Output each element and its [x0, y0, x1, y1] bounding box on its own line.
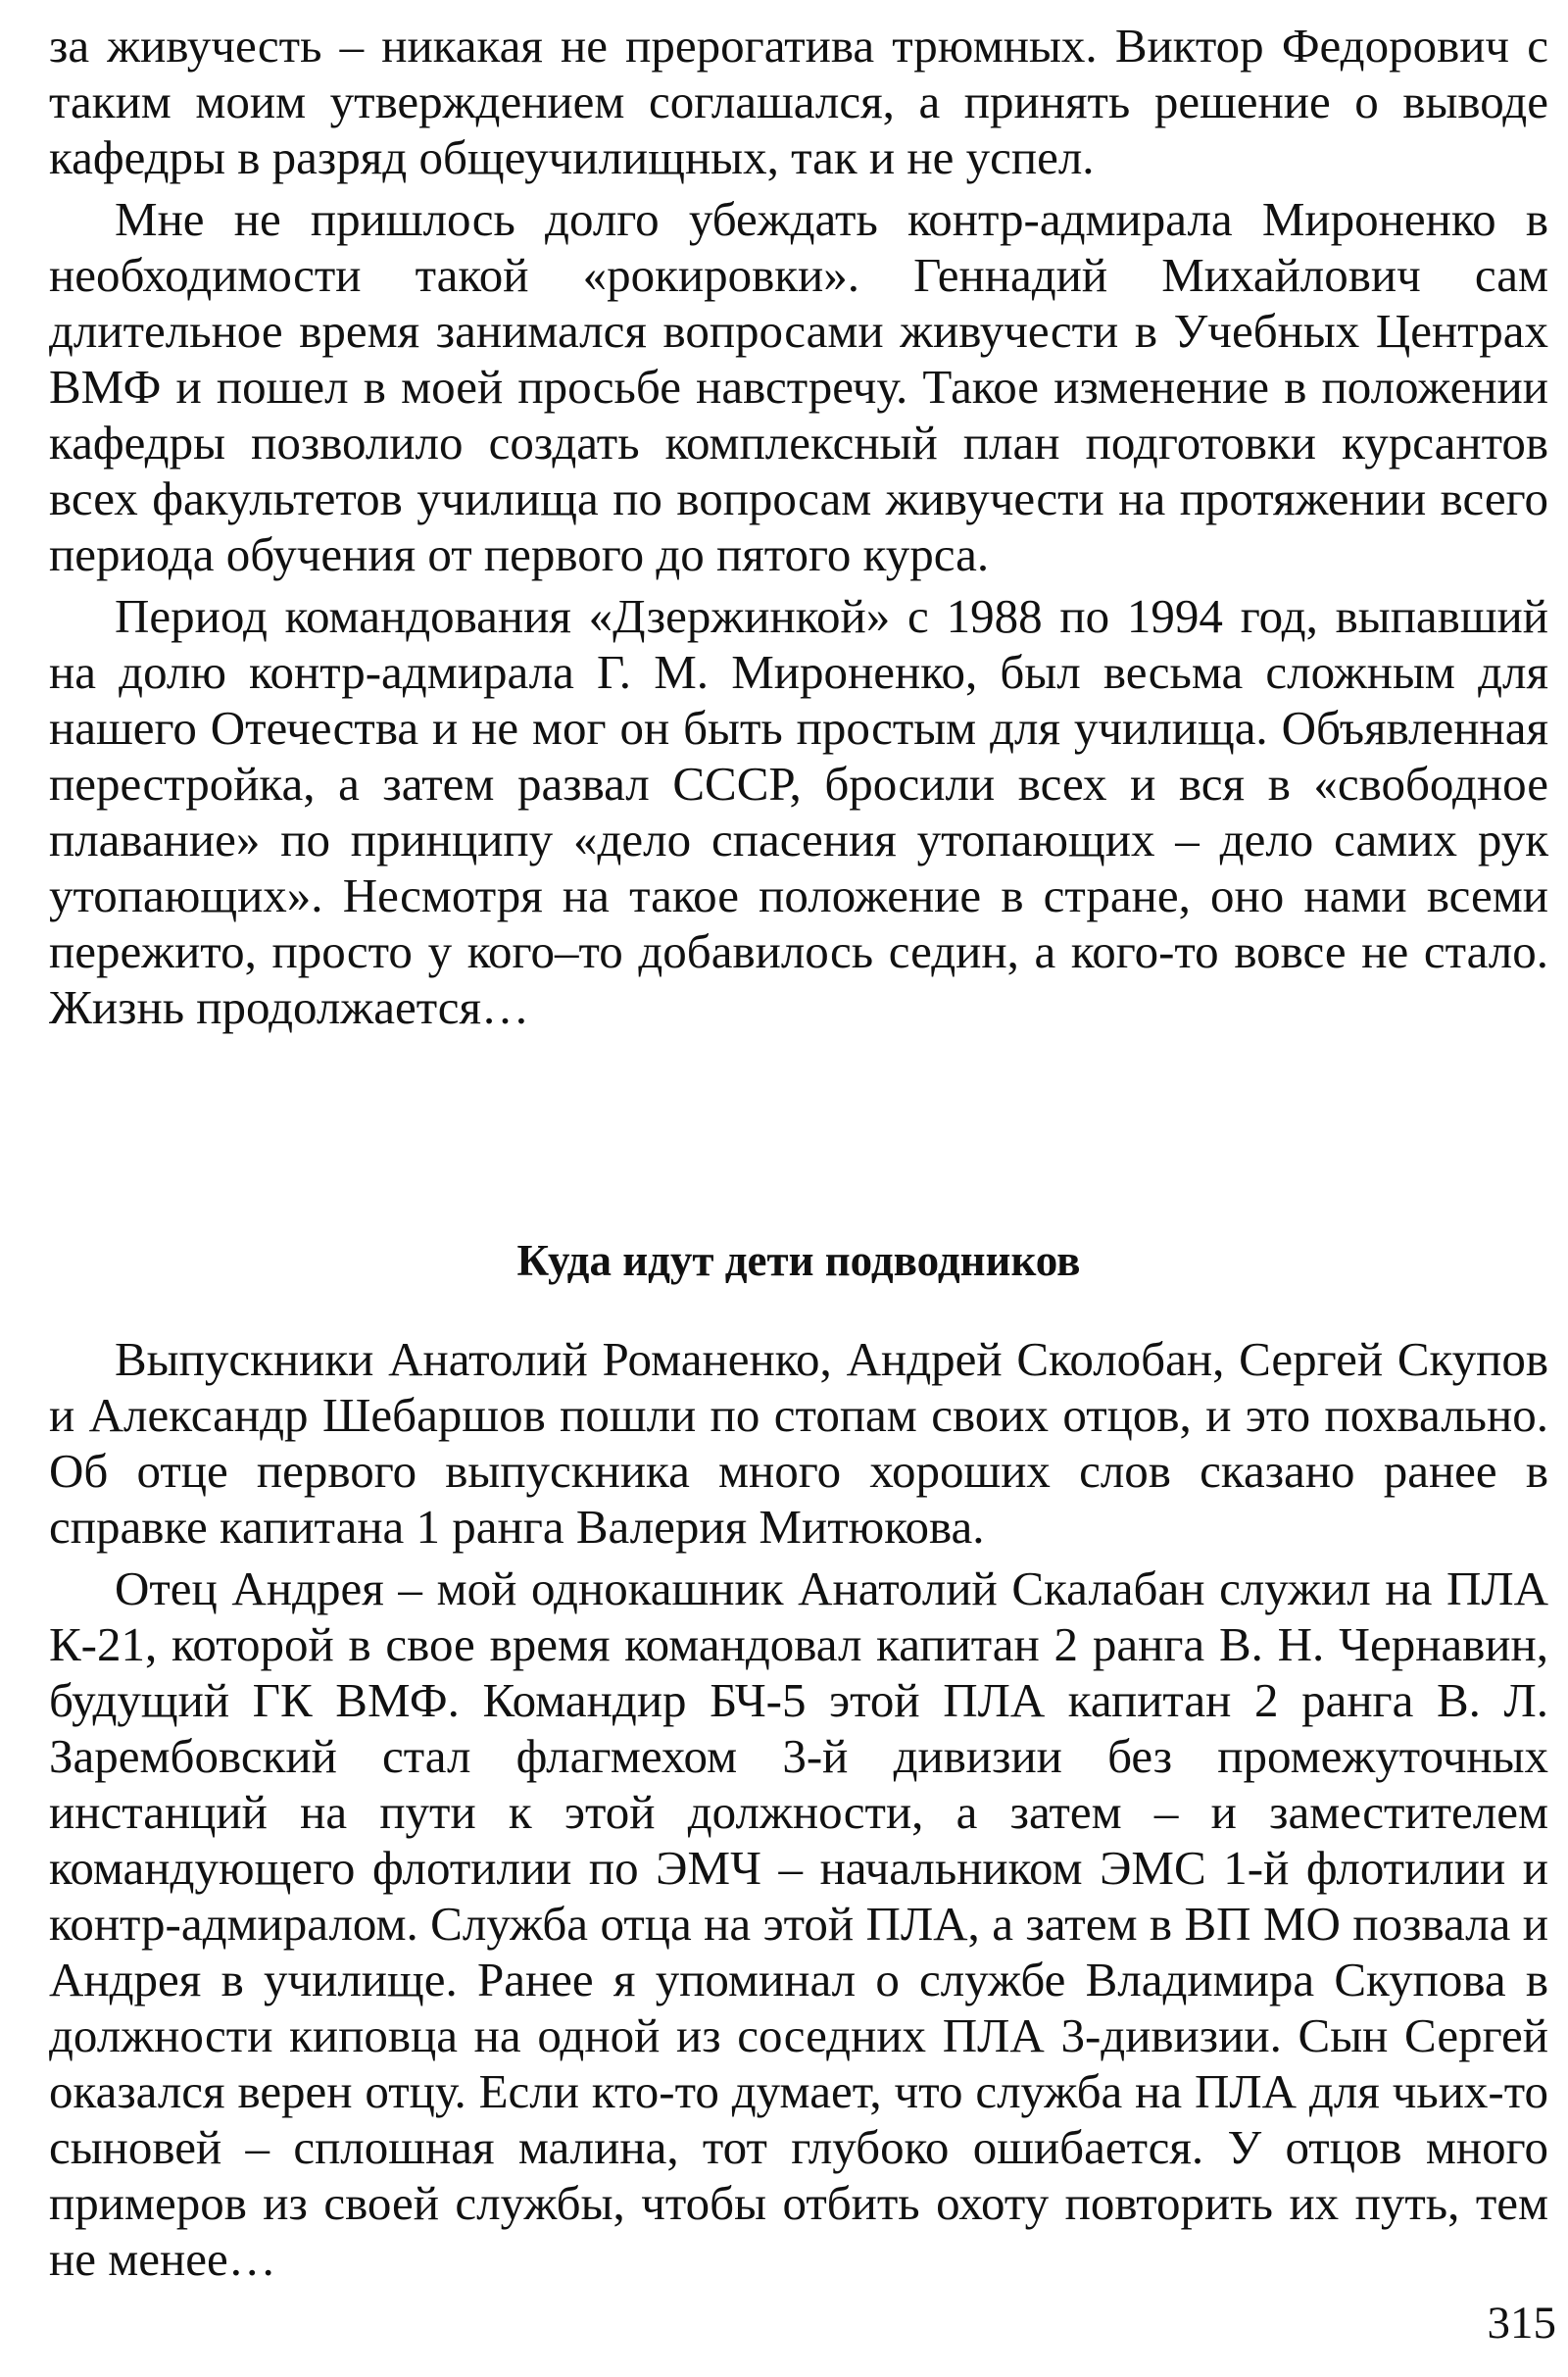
paragraph: Период командования «Дзержинкой» с 1988 по 1994 год, выпавший на долю контр-адмирала Г. М. Мироненко, был весьма сложным для нашего Отечества и не мог он быть простым для училища. Объявленная перестройка, а затем развал СССР, бросили всех и вся в «свободное плавание» по принципу «дело спасения утопающих – дело самих рук утопающих». Несмотря на такое положение в стране, оно нами всеми пережито, просто у кого–то добавилось седин, а кого-то вовсе не стало. Жизнь продолжается…: [49, 589, 1548, 1034]
section-heading: Куда идут дети подводников: [516, 1236, 1081, 1285]
page-number: 315: [1487, 2298, 1556, 2349]
paragraph: Мне не пришлось долго убеждать контр-адмирала Мироненко в необходимости такой «рокировки». Геннадий Михайлович сам длительное время занимался вопросами живучести в Учебных Центрах ВМФ и пошел в моей просьбе навстречу. Такое изменение в положении кафедры позволило создать комплексный план подготовки курсантов всех факультетов училища по вопросам живучести на протяжении всего периода обучения от первого до пятого курса.: [49, 192, 1548, 581]
text-section-1: [49, 18, 1548, 1035]
paragraph: Выпускники Анатолий Романенко, Андрей Сколобан, Сергей Скупов и Александр Шебаршов пошли по стопам своих отцов, и это похвально. Об отце первого выпускника много хороших слов сказано ранее в справке капитана 1 ранга Валерия Митюкова.: [49, 1332, 1548, 1554]
paragraph: Отец Андрея – мой однокашник Анатолий Скалабан служил на ПЛА К-21, которой в свое время командовал капитан 2 ранга В. Н. Чернавин, будущий ГК ВМФ. Командир БЧ-5 этой ПЛА капитан 2 ранга В. Л. Зарембовский стал флагмехом 3-й дивизии без промежуточных инстанций на пути к этой должности, а затем – и заместителем командующего флотилии по ЭМЧ – начальником ЭМС 1-й флотилии и контр-адмиралом. Служба отца на этой ПЛА, а затем в ВП МО позвала и Андрея в училище. Ранее я упоминал о службе Владимира Скупова в должности киповца на одной из соседних ПЛА 3-дивизии. Сын Сергей оказался верен отцу. Если кто-то думает, что служба на ПЛА для чьих-то сыновей – сплошная малина, тот глубоко ошибается. У отцов много примеров из своей службы, чтобы отбить охоту повторить их путь, тем не менее…: [49, 1561, 1548, 2286]
text-section-2: [49, 1331, 1548, 2287]
paragraph-continuation: за живучесть – никакая не прерогатива трюмных. Виктор Федорович с таким моим утверждением соглашался, а принять решение о выводе кафедры в разряд общеучилищных, так и не успел.: [49, 19, 1548, 184]
